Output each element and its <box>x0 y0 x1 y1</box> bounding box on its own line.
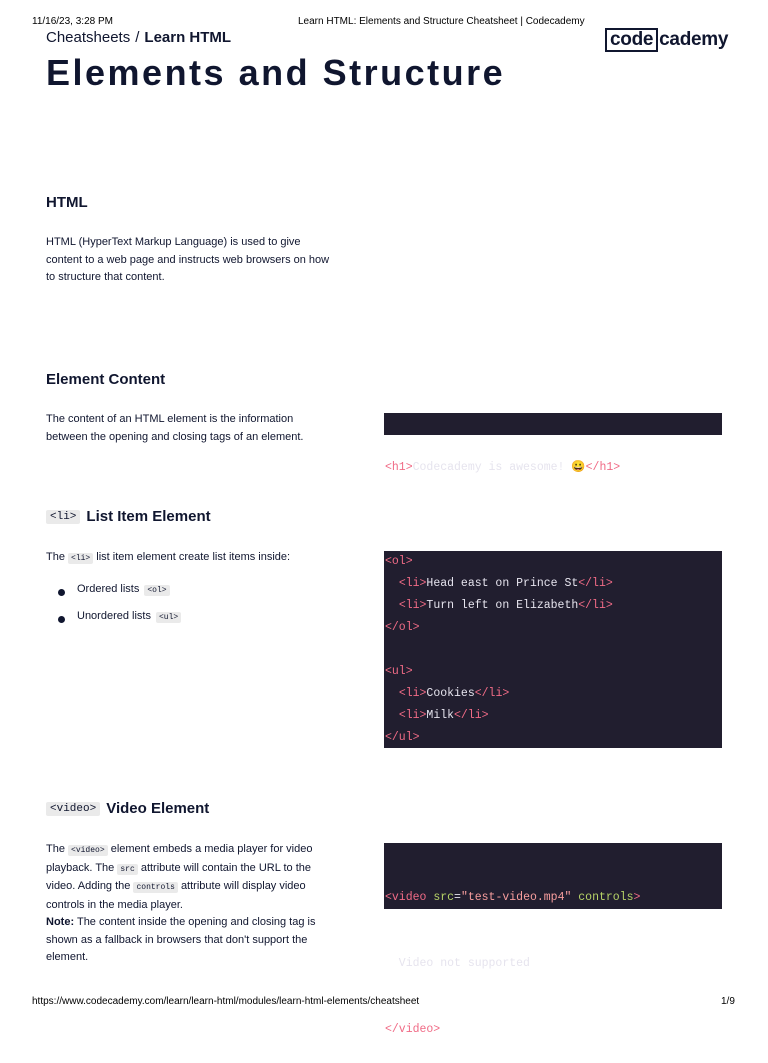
code-token-text: Video not supported <box>385 957 530 970</box>
code-token-tag: <ol> <box>385 555 413 568</box>
code-token-tag: </ol> <box>385 621 420 634</box>
code-token-text: Turn left on Elizabeth <box>426 599 579 612</box>
body-text: attribute will contain the URL to the video. Adding the <box>46 861 312 892</box>
bullet-dot-icon <box>58 589 65 596</box>
code-token-tag: </h1> <box>585 461 621 474</box>
page-title: Elements and Structure <box>46 52 506 93</box>
inline-code-src: src <box>117 864 137 875</box>
breadcrumb <box>46 29 231 46</box>
print-datetime: 11/16/23, 3:28 PM <box>32 16 113 27</box>
heading-text: List Item Element <box>86 508 211 525</box>
code-token-tag: <video <box>385 891 427 904</box>
code-line <box>384 595 722 617</box>
body-text: The <box>46 551 65 563</box>
logo-code-box: code <box>605 28 658 52</box>
code-token-tag: <li> <box>398 709 427 722</box>
body-text: element embeds a media player for video playback. The <box>46 843 313 874</box>
section-body-html: HTML (HyperText Markup Language) is used to give content to a web page and instructs web browsers on how to structure that content. <box>46 236 330 283</box>
breadcrumb-cheatsheets-link[interactable]: Cheatsheets <box>46 29 131 46</box>
bullet-dot-icon <box>58 616 65 623</box>
print-footer-url[interactable]: https://www.codecademy.com/learn/learn-html/modules/learn-html-elements/cheatsheet <box>32 996 420 1007</box>
code-token-tag: </li> <box>474 687 510 700</box>
list-item <box>58 608 181 626</box>
note-text: The content inside the opening and closing tag is shown as a fallback in browsers that don't support the element. <box>46 916 316 963</box>
inline-code-controls: controls <box>133 882 177 893</box>
code-block-element-content <box>384 413 722 474</box>
section-heading-html: HTML <box>46 194 88 211</box>
code-line <box>384 683 722 705</box>
heading-text: Video Element <box>106 800 210 817</box>
code-token-tag: <li> <box>398 599 427 612</box>
code-token-text: Head east on Prince St <box>426 577 579 590</box>
breadcrumb-current[interactable]: Learn HTML <box>144 29 232 46</box>
code-line <box>384 573 722 595</box>
body-text: The <box>46 843 65 855</box>
code-token-text: Cookies <box>426 687 475 700</box>
code-block-list-item <box>384 551 722 748</box>
code-line <box>384 661 722 683</box>
code-token-tag: <h1> <box>385 461 413 474</box>
code-token-text: Codecademy is awesome! 😀 <box>412 461 586 474</box>
code-token-tag: </ul> <box>385 731 420 744</box>
codecademy-logo[interactable] <box>605 28 728 52</box>
code-token-attr: src <box>433 891 455 904</box>
print-footer-page: 1/9 <box>721 996 735 1007</box>
code-indent <box>385 687 399 700</box>
code-indent <box>385 709 399 722</box>
logo-cademy-text: cademy <box>659 29 729 50</box>
section-heading-element-content: Element Content <box>46 371 166 388</box>
inline-code-li: <li> <box>68 553 93 564</box>
code-line <box>384 639 722 661</box>
list-item <box>58 581 181 599</box>
section-heading-list-item <box>46 508 211 525</box>
section-body-video <box>46 841 331 967</box>
list-item-text: Unordered lists <box>77 610 151 622</box>
inline-code-video: <video> <box>68 845 108 856</box>
code-token-tag: > <box>633 891 641 904</box>
code-indent <box>385 577 399 590</box>
code-token-tag: </li> <box>454 709 489 722</box>
code-line <box>384 705 722 727</box>
code-token-text: Milk <box>426 709 455 722</box>
section-heading-video <box>46 800 209 817</box>
code-token-tag: <li> <box>398 577 427 590</box>
code-indent <box>385 599 399 612</box>
code-block-video <box>384 843 722 1036</box>
section-body-list-item <box>46 549 331 568</box>
body-text: attribute will display video controls in the media player. <box>46 880 306 911</box>
code-token-attr: controls <box>578 891 634 904</box>
bullet-list <box>58 581 181 626</box>
body-text: list item element create list items inside: <box>96 551 291 563</box>
code-token-tag: </li> <box>578 599 613 612</box>
print-doc-title: Learn HTML: Elements and Structure Cheatsheet | Codecademy <box>298 16 585 27</box>
code-line <box>384 617 722 639</box>
code-line <box>384 727 722 749</box>
heading-tag-code: <video> <box>46 802 100 816</box>
code-token-tag: </li> <box>578 577 613 590</box>
code-token-tag: <ul> <box>385 665 413 678</box>
code-token-eq: = <box>454 891 461 904</box>
list-item-code: <ul> <box>156 612 181 623</box>
list-item-code: <ol> <box>144 585 169 596</box>
note-label: Note: <box>46 916 75 928</box>
code-token-string: "test-video.mp4" <box>460 891 572 904</box>
breadcrumb-separator: / <box>135 29 140 46</box>
heading-tag-code: <li> <box>46 510 80 524</box>
code-token-tag: </video> <box>385 1023 441 1036</box>
code-token-tag: <li> <box>398 687 427 700</box>
list-item-text: Ordered lists <box>77 583 140 595</box>
code-line <box>384 551 722 573</box>
section-body-element-content: The content of an HTML element is the information between the opening and closing tags of an element. <box>46 413 304 443</box>
